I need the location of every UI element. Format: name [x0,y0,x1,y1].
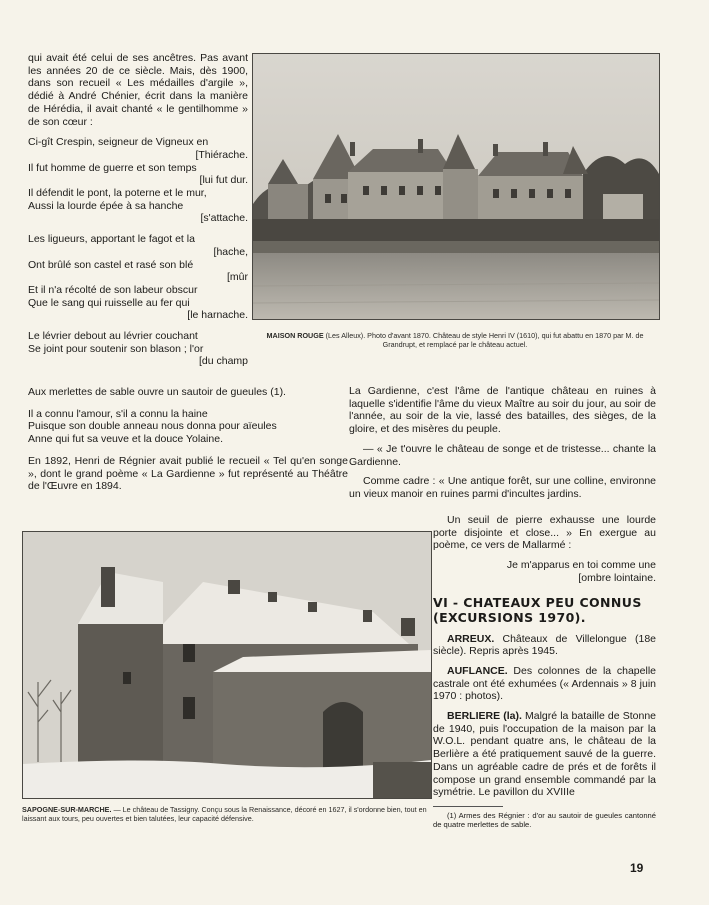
stanza-3-end [28,386,348,399]
photo-maison-rouge [252,53,660,320]
maison-rouge-image [253,54,659,319]
paragraph-gardienne: La Gardienne, c'est l'âme de l'antique château en ruines à laquelle s'identifie l'âme du vieux Maître au soir du jour, au soir de l'année, au soir de la vie, lassé des batailles, des sièges, de la gloire, et des misères du peuple. [349,385,656,436]
verse-line: Il fut homme de guerre et son temps [28,161,197,174]
entry-arreux [433,633,656,658]
paragraph-chateau-songe: — « Je t'ouvre le château de songe et de tristesse... chante la Gardienne. [349,442,656,468]
photo-tassigny [22,531,432,799]
caption-lead: MAISON ROUGE [266,331,324,340]
paragraph-1892: En 1892, Henri de Régnier avait publié le recueil « Tel qu'en songe », dont le grand poème « La Gardienne » fut représenté au Théâtre de l'Œuvre en 1894. [28,454,348,493]
paragraph-seuil: Un seuil de pierre exhausse une lourde porte disjointe et close... » En exergue au poème, ce vers de Mallarmé : [433,514,656,552]
verse-line: Je m'apparus en toi comme une [506,559,656,572]
entry-auflance [433,665,656,703]
entry-text: Châteaux de Villelongue (18e siècle). Repris après 1945. [433,632,656,658]
mallarme-verse [433,559,656,584]
left-wide-block [28,386,348,501]
verse-line: Et il n'a récolté de son labeur obscur [28,283,198,296]
verse-line: [du champ [198,355,248,368]
verse-line: [ombre lointaine. [578,571,656,584]
verse-line: Puisque son double anneau nous donna pour aïeules [28,420,277,433]
intro-paragraph: qui avait été celui de ses ancêtres. Pas avant les années 20 de ce siècle. Mais, dès 1900, dans son recueil « Les médailles d'argile », dédié à André Chénier, écrit dans la manière de Hérédia, il avait chanté « le gentilhomme » de son cœur : [28,52,248,128]
verse-line: [s'attache. [200,212,248,225]
verse-line: Anne qui fut sa veuve et la douce Yolaine. [28,433,223,446]
entry-text: Des colonnes de la chapelle castrale ont été exhumées (« Ardennais » 8 juin 1970 : photos). [433,664,656,703]
right-narrow-column [433,514,656,830]
stanza-4 [28,408,348,446]
stanza-2 [28,233,248,322]
footnote-rule [433,806,503,807]
entry-lead: BERLIERE (la). [447,710,522,723]
verse-line: Ont brûlé son castel et rasé son blé [28,258,194,271]
caption-text: (Les Alleux). Photo d'avant 1870. Château de style Henri IV (1610), qui fut abattu en 1870 par M. de Grandrupt, et remplacé par le château actuel. [323,331,644,349]
verse-line: Le lévrier debout au lévrier couchant [28,330,198,343]
verse-line: Aux merlettes de sable ouvre un sautoir de gueules (1). [28,386,286,398]
paragraph-cadre: Comme cadre : « Une antique forêt, sur une colline, environne un vieux manoir en ruines parmi d'incultes jardins. [349,475,656,500]
verse-line: Il a connu l'amour, s'il a connu la haine [28,407,208,420]
caption-tassigny [22,805,430,823]
verse-line: [lui fut dur. [199,174,248,187]
entry-lead: ARREUX. [447,632,495,645]
right-column [349,385,656,508]
footnote: (1) Armes des Régnier : d'or au sautoir de gueules cantonné de quatre merlettes de sable. [433,810,656,830]
verse-line: Il défendit le pont, la poterne et le mur, [28,187,207,200]
verse-line: Que le sang qui ruisselle au fer qui [28,296,190,309]
verse-line: [hache, [213,245,248,258]
caption-text: — Le château de Tassigny. Conçu sous la Renaissance, décoré en 1627, il s'ordonne bien, tout en laissant aux tours, peu ouvertes et bien talutées, leur capacité défensive. [22,805,427,823]
section-title: VI - CHATEAUX PEU CONNUS (EXCURSIONS 1970). [433,594,642,625]
verse-line: Les ligueurs, apportant le fagot et la [28,233,195,246]
tassigny-image [23,532,431,798]
verse-line: [mûr [227,271,248,284]
entry-lead: AUFLANCE. [447,664,508,677]
page-number: 19 [630,861,644,875]
verse-line: Ci-gît Crespin, seigneur de Vigneux en [28,136,209,149]
entry-berliere [433,710,656,799]
verse-line: [le harnache. [187,309,248,322]
caption-lead: SAPOGNE-SUR-MARCHE. [22,805,112,814]
verse-line: Aussi la lourde épée à sa hanche [28,199,184,212]
caption-maison-rouge [252,331,658,349]
stanza-1 [28,136,248,225]
verse-line: [Thiérache. [195,148,248,161]
stanza-3 [28,330,248,368]
left-column [28,52,248,371]
verse-line: Se joint pour soutenir son blason ; l'or [28,342,204,355]
entry-text: Malgré la bataille de Stonne de 1940, puis l'occupation de la maison par la W.O.L. pendant quatre ans, le château de la Berlière a été pratiquement sauvé de la guerre. Dans un agréable cadre de prés et de forêts il compose un grand ensemble commandé par la symétrie. Le pavillon du XVIIIe [433,710,656,799]
